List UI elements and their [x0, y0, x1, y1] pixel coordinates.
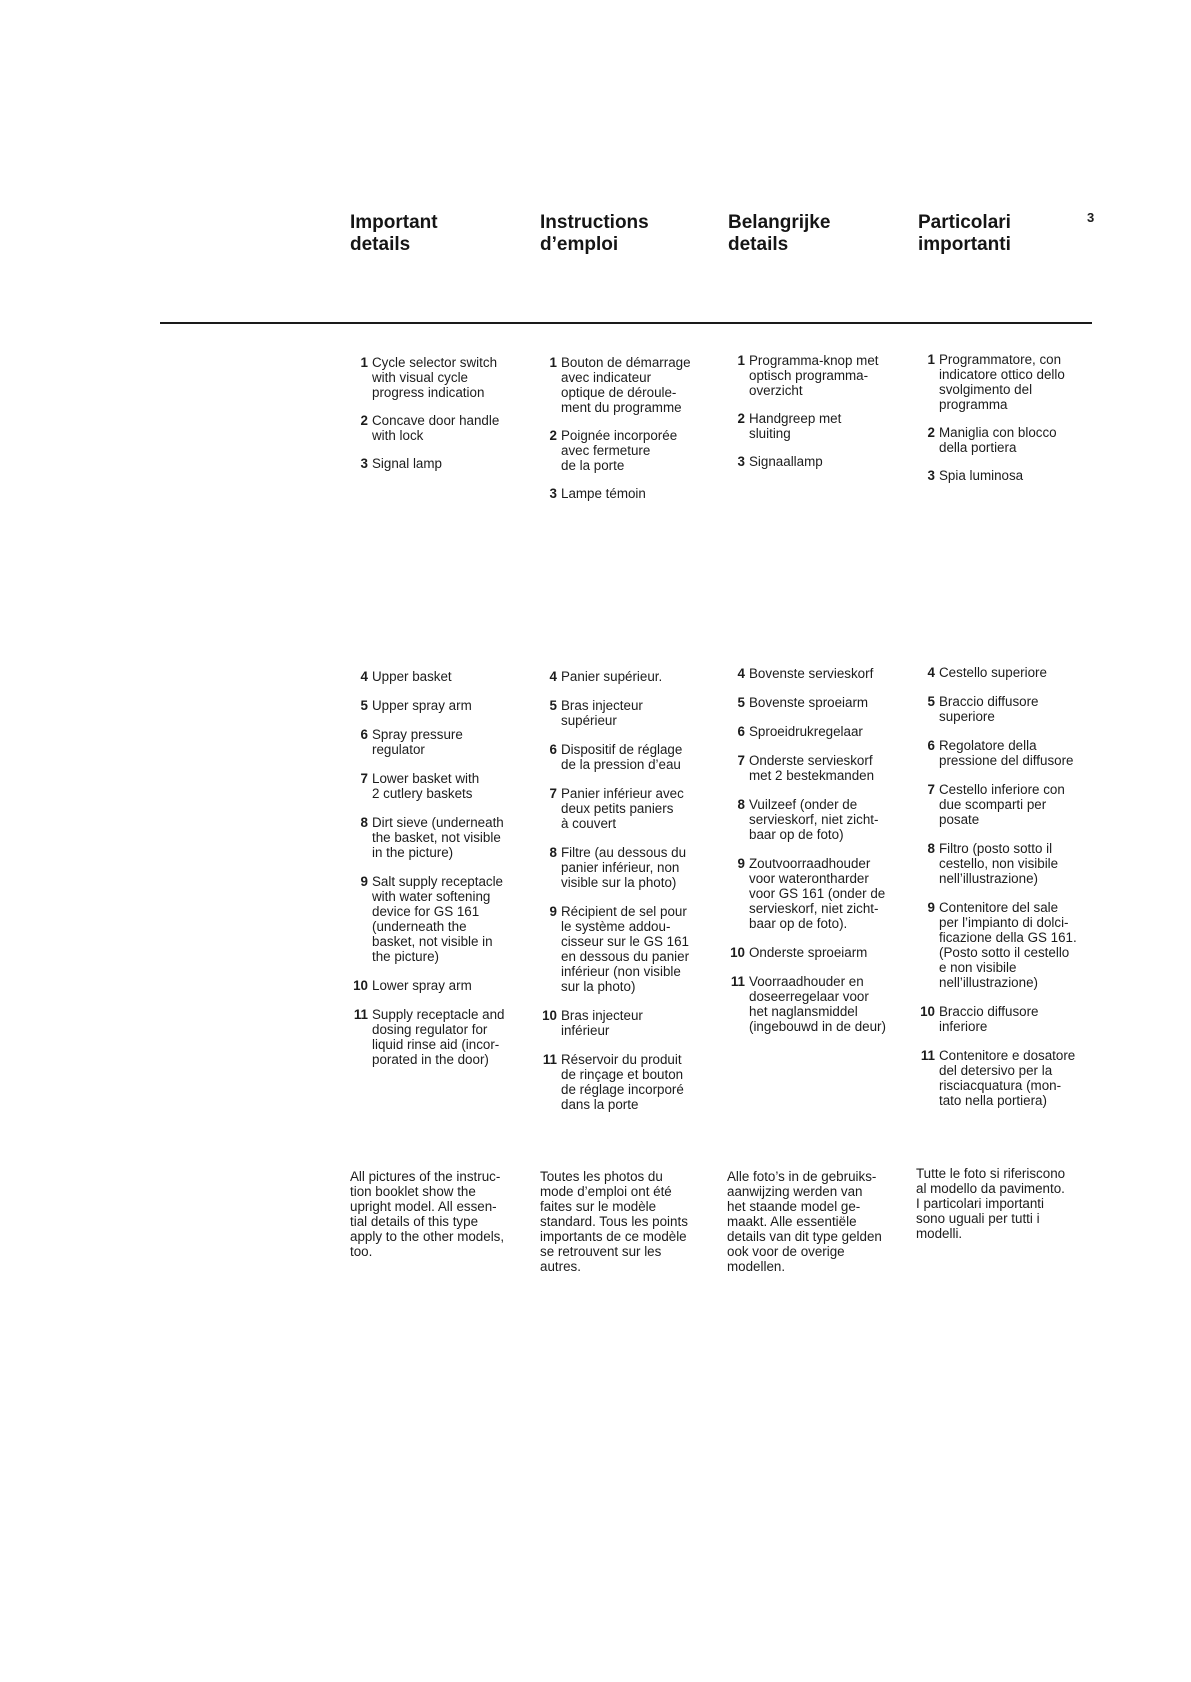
- item-text: Cestello inferiore con due scomparti per posate: [939, 782, 1065, 827]
- list-item: [545, 486, 720, 501]
- note-italian: Tutte le foto si riferiscono al modello da pavimento. I particolari importanti sono uguali per tutti i modelli.: [916, 1166, 1066, 1241]
- item-text: Lower basket with 2 cutlery baskets: [372, 771, 480, 801]
- list-item: [923, 352, 1098, 412]
- item-number: 7: [360, 771, 368, 786]
- item-number: 4: [927, 665, 935, 680]
- item-number: 5: [549, 698, 557, 713]
- item-number: 2: [737, 411, 745, 426]
- section2-french: [542, 669, 720, 1112]
- heading-line: Instructions: [540, 212, 649, 233]
- list-item: [545, 669, 720, 684]
- section1-english: [356, 355, 531, 471]
- item-text: Filtro (posto sotto il cestello, non visibile nell’illustrazione): [939, 841, 1059, 886]
- item-text: Bouton de démarrage avec indicateur optique de déroule- ment du programme: [561, 355, 691, 415]
- list-item: [733, 666, 908, 681]
- item-number: 3: [927, 468, 935, 483]
- item-number: 9: [927, 900, 935, 915]
- section2-italian: [920, 665, 1098, 1108]
- note-english: All pictures of the instruc- tion booklet show the upright model. All essen- tial details of this type apply to the other models, too.: [350, 1169, 505, 1259]
- list-item: [356, 355, 531, 400]
- list-item: [920, 1004, 1098, 1034]
- list-item: [923, 900, 1098, 990]
- item-number: 7: [927, 782, 935, 797]
- item-text: Panier inférieur avec deux petits paniers à couvert: [561, 786, 684, 831]
- list-item: [545, 698, 720, 728]
- item-text: Zoutvoorraadhouder voor waterontharder voor GS 161 (onder de servieskorf, niet zicht- baar op de foto).: [749, 856, 886, 931]
- item-number: 6: [927, 738, 935, 753]
- item-text: Signaallamp: [749, 454, 823, 469]
- item-text: Spray pressure regulator: [372, 727, 463, 757]
- item-text: Salt supply receptacle with water softening device for GS 161 (underneath the basket, not visible in the picture): [372, 874, 504, 964]
- heading-line: details: [728, 234, 789, 255]
- list-item: [356, 669, 531, 684]
- item-text: Concave door handle with lock: [372, 413, 500, 443]
- heading-line: importanti: [918, 234, 1011, 255]
- list-item: [733, 856, 908, 931]
- section1-dutch: [733, 353, 908, 469]
- item-number: 7: [737, 753, 745, 768]
- list-item: [356, 413, 531, 443]
- item-number: 7: [549, 786, 557, 801]
- item-text: Programma-knop met optisch programma- overzicht: [749, 353, 879, 398]
- item-number: 9: [360, 874, 368, 889]
- list-item: [356, 874, 531, 964]
- item-text: Bras injecteur inférieur: [561, 1008, 643, 1038]
- list-item: [545, 355, 720, 415]
- item-text: Cycle selector switch with visual cycle progress indication: [372, 355, 498, 400]
- horizontal-rule: [160, 322, 1092, 324]
- item-text: Récipient de sel pour le système addou- cisseur sur le GS 161 en dessous du panier inférieur (non visible sur la photo): [561, 904, 690, 994]
- section2-english: [353, 669, 531, 1067]
- list-item: [733, 411, 908, 441]
- item-number: 9: [737, 856, 745, 871]
- item-number: 1: [360, 355, 368, 370]
- item-number: 6: [737, 724, 745, 739]
- list-item: [545, 904, 720, 994]
- list-item: [733, 797, 908, 842]
- item-text: Maniglia con blocco della portiera: [939, 425, 1057, 455]
- item-text: Voorraadhouder en doseerregelaar voor het naglansmiddel (ingebouwd in de deur): [749, 974, 886, 1034]
- item-text: Regolatore della pressione del diffusore: [939, 738, 1074, 768]
- item-number: 3: [549, 486, 557, 501]
- item-text: Poignée incorporée avec fermeture de la porte: [561, 428, 678, 473]
- item-text: Bovenste sproeiarm: [749, 695, 869, 710]
- item-text: Lower spray arm: [372, 978, 472, 993]
- item-text: Contenitore e dosatore del detersivo per la risciacquatura (mon- tato nella portiera): [939, 1048, 1076, 1108]
- item-number: 8: [927, 841, 935, 856]
- heading-line: Particolari: [918, 212, 1011, 233]
- item-number: 4: [737, 666, 745, 681]
- item-number: 5: [927, 694, 935, 709]
- item-text: Cestello superiore: [939, 665, 1047, 680]
- list-item: [356, 698, 531, 713]
- item-number: 1: [927, 352, 935, 367]
- list-item: [545, 845, 720, 890]
- heading-french: [540, 212, 649, 256]
- item-number: 11: [542, 1052, 557, 1067]
- item-text: Spia luminosa: [939, 468, 1024, 483]
- item-number: 5: [360, 698, 368, 713]
- item-number: 3: [360, 456, 368, 471]
- list-item: [923, 841, 1098, 886]
- heading-line: Belangrijke: [728, 212, 831, 233]
- item-text: Upper basket: [372, 669, 452, 684]
- item-number: 10: [542, 1008, 557, 1023]
- list-item: [356, 727, 531, 757]
- list-item: [730, 974, 908, 1034]
- item-text: Handgreep met sluiting: [749, 411, 842, 441]
- item-text: Onderste servieskorf met 2 bestekmanden: [749, 753, 875, 783]
- item-text: Braccio diffusore superiore: [939, 694, 1039, 724]
- section2-dutch: [730, 666, 908, 1034]
- item-number: 11: [730, 974, 745, 989]
- item-text: Programmatore, con indicatore ottico dello svolgimento del programma: [939, 352, 1065, 412]
- section1-italian: [923, 352, 1098, 483]
- item-number: 3: [737, 454, 745, 469]
- list-item: [733, 753, 908, 783]
- item-text: Bovenste servieskorf: [749, 666, 874, 681]
- list-item: [920, 1048, 1098, 1108]
- item-number: 6: [360, 727, 368, 742]
- list-item: [356, 815, 531, 860]
- heading-line: d’emploi: [540, 234, 619, 255]
- list-item: [923, 468, 1098, 483]
- section1-french: [545, 355, 720, 501]
- item-number: 11: [353, 1007, 368, 1022]
- list-item: [733, 353, 908, 398]
- item-text: Sproeidrukregelaar: [749, 724, 863, 739]
- list-item: [542, 1008, 720, 1038]
- item-number: 10: [353, 978, 368, 993]
- list-item: [730, 945, 908, 960]
- item-text: Bras injecteur supérieur: [561, 698, 643, 728]
- page-number: 3: [1087, 210, 1095, 225]
- heading-line: Important: [350, 212, 438, 233]
- list-item: [733, 695, 908, 710]
- heading-dutch: [728, 212, 830, 256]
- item-number: 1: [737, 353, 745, 368]
- list-item: [545, 428, 720, 473]
- item-text: Filtre (au dessous du panier inférieur, non visible sur la photo): [561, 845, 687, 890]
- item-number: 10: [920, 1004, 935, 1019]
- item-number: 2: [549, 428, 557, 443]
- item-number: 8: [360, 815, 368, 830]
- item-text: Supply receptacle and dosing regulator for liquid rinse aid (incor- porated in the door): [372, 1007, 505, 1067]
- item-number: 4: [549, 669, 557, 684]
- list-item: [923, 738, 1098, 768]
- list-item: [545, 786, 720, 831]
- item-text: Contenitore del sale per l’impianto di dolci- ficazione della GS 161. (Posto sotto il cestello e non visibile nell’illustrazione): [939, 900, 1077, 990]
- item-text: Upper spray arm: [372, 698, 472, 713]
- list-item: [923, 782, 1098, 827]
- list-item: [353, 1007, 531, 1067]
- item-text: Dispositif de réglage de la pression d’eau: [561, 742, 683, 772]
- item-number: 5: [737, 695, 745, 710]
- note-french: Toutes les photos du mode d’emploi ont été faites sur le modèle standard. Tous les points importants de ce modèle se retrouvent sur les autres.: [540, 1169, 688, 1274]
- heading-line: details: [350, 234, 411, 255]
- item-number: 9: [549, 904, 557, 919]
- list-item: [545, 742, 720, 772]
- item-number: 2: [927, 425, 935, 440]
- list-item: [923, 665, 1098, 680]
- item-number: 11: [920, 1048, 935, 1063]
- item-number: 2: [360, 413, 368, 428]
- item-number: 4: [360, 669, 368, 684]
- list-item: [733, 724, 908, 739]
- item-text: Dirt sieve (underneath the basket, not visible in the picture): [372, 815, 504, 860]
- item-number: 10: [730, 945, 745, 960]
- item-text: Lampe témoin: [561, 486, 646, 501]
- list-item: [353, 978, 531, 993]
- item-text: Panier supérieur.: [561, 669, 663, 684]
- list-item: [542, 1052, 720, 1112]
- item-number: 6: [549, 742, 557, 757]
- heading-english: [350, 212, 438, 256]
- note-dutch: Alle foto’s in de gebruiks- aanwijzing werden van het staande model ge- maakt. Alle essentiële details van dit type gelden ook voor de overige modellen.: [727, 1169, 882, 1274]
- list-item: [733, 454, 908, 469]
- heading-italian: [918, 212, 1011, 256]
- item-text: Signal lamp: [372, 456, 442, 471]
- item-number: 8: [549, 845, 557, 860]
- item-text: Braccio diffusore inferiore: [939, 1004, 1039, 1034]
- item-number: 8: [737, 797, 745, 812]
- list-item: [923, 694, 1098, 724]
- item-number: 1: [549, 355, 557, 370]
- item-text: Réservoir du produit de rinçage et bouton de réglage incorporé dans la porte: [561, 1052, 684, 1112]
- list-item: [356, 771, 531, 801]
- list-item: [356, 456, 531, 471]
- list-item: [923, 425, 1098, 455]
- item-text: Onderste sproeiarm: [749, 945, 868, 960]
- item-text: Vuilzeef (onder de servieskorf, niet zicht- baar op de foto): [749, 797, 879, 842]
